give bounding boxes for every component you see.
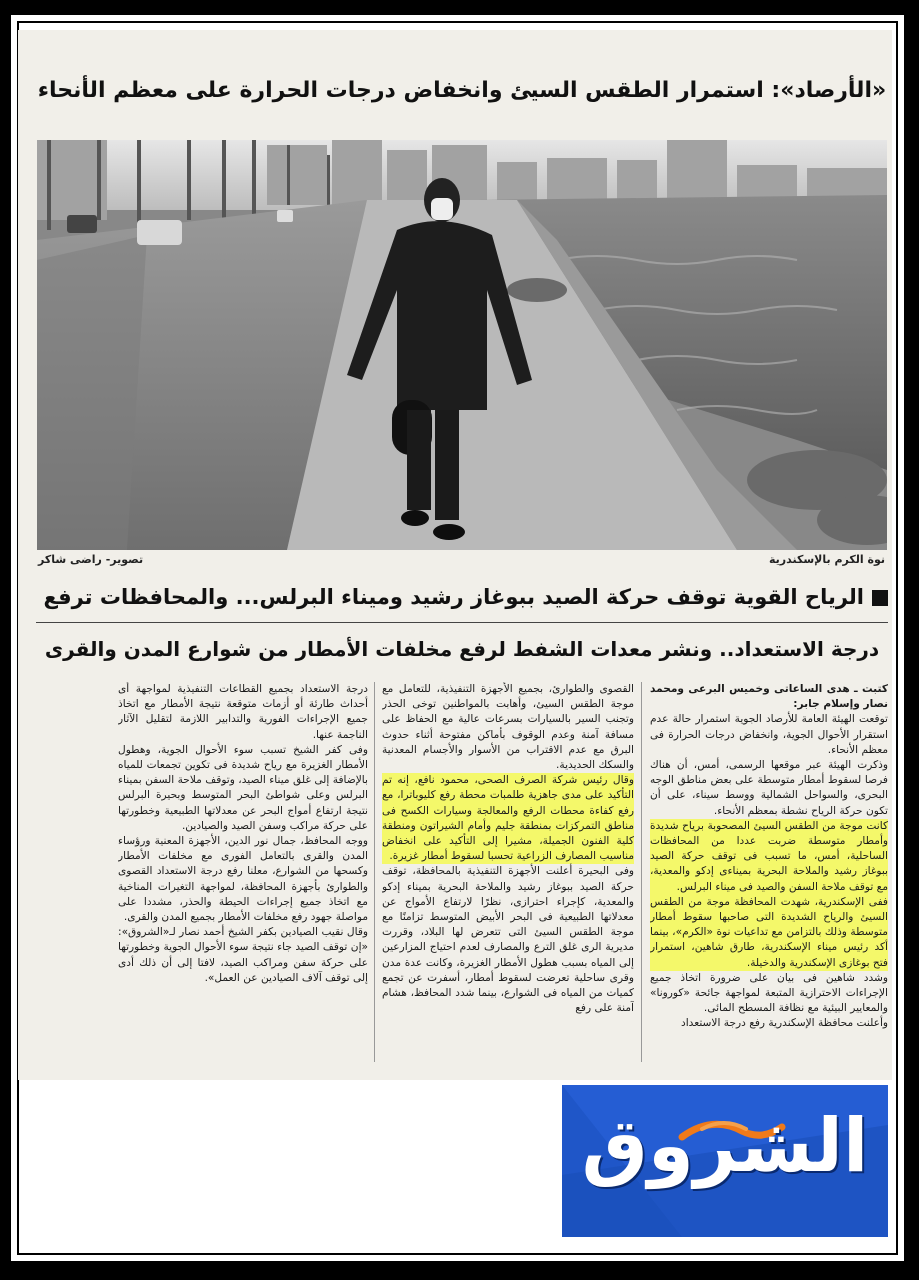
paragraph: وأعلنت محافظة الإسكندرية رفع درجة الاستعداد [681,1017,888,1030]
headline: «الأرصاد»: استمرار الطقس السيئ وانخفاض درجات الحرارة على معظم الأنحاء [37,78,887,103]
logo-wordmark: الشروق [581,1103,869,1189]
subheadline-1-text: الرياح القوية توقف حركة الصيد ببوغاز رشيد وميناء البرلس... والمحافظات ترفع [43,585,864,609]
paragraph: وفى البحيرة أعلنت الأجهزة التنفيذية بالمحافظة، توقف حركة الصيد ببوغاز رشيد والملاحة البحرية بميناء إدكو والمعدية، كإجراء احترازى، نظرًا لارتفاع الأمواج عن معدلاتها الطبيعية فى البحر الأبيض المتوسط تزامنًا مع موجة الطقس السيئ التى تتعرض لها البلاد، وقررت مديرية الرى غلق الترع والمصارف لعدم احتياج المزارعين إلى المياه بسبب هطول الأمطار الغزيرة، وكانت عدة مدن وقرى ساحلية تعرضت لسقوط أمطار، أسفرت عن تجمع كميات من المياه فى الشوارع، بينما شدد المحافظ، هشام آمنة على رفع [382,865,634,1015]
highlighted-paragraph: وقال رئيس شركة الصرف الصحى، محمود نافع، إنه تم التأكيد على مدى جاهزية طلمبات محطة رفع كليوباترا، مع رفع كفاءة محطات الرفع والمعالجة وسيارات الكسح فى مناطق التمركزات بمنطقة جليم وأمام الشيراتون ومنطقة كلية الفنون الجميلة، مشيرا إلى التأكيد على انخفاض مناسيب المصارف الزراعية تحسبا لسقوط أمطار غزيرة. [382,773,634,864]
seafront-photo-illustration [37,140,887,550]
paragraph: وشدد شاهين فى بيان على ضرورة اتخاذ جميع الإجراءات الاحترازية المتبعة لمواجهة جائحة «كورونا» والمعايير البيئية مع نظافة المسطح المائى. [650,971,888,1015]
paragraph: وفى كفر الشيخ تسبب سوء الأحوال الجوية، وهطول الأمطار الغزيرة مع رياح شديدة فى تكوين تجمعات للمياه بالإضافة إلى غلق ميناء الصيد، وتوقف ملاحة السفن بميناء البرلس وعلى شواطئ البحر المتوسط وبحيرة البرلس نتيجة ارتفاع أمواج البحر عن معدلاتها الطبيعية وخطورتها على حركة مراكب وسفن الصيد والصيادين. [118,743,368,832]
paragraph: وذكرت الهيئة عبر موقعها الرسمى، أمس، أن هناك فرصا لسقوط أمطار متوسطة على بعض مناطق الوجه البحرى، والسواحل الشمالية ووسط سيناء، على أن تكون حركة الرياح نشطة بمعظم الأنحاء. [650,759,888,817]
article-column-1 [650,682,888,1077]
bullet-square-icon [872,590,888,606]
paragraph: القصوى والطوارئ، بجميع الأجهزة التنفيذية، للتعامل مع موجة الطقس السيئ، وأهابت بالمواطنين توخى الحذر وتجنب السير بالسيارات بسرعات عالية مع الحفاظ على مسافة آمنة وعدم الوقوف بأماكن مفتوحة أثناء حدوث البرق مع عدم الاقتراب من الأسوار والأجسام المعدنية والسكك الحديدية. [382,683,634,772]
photo-caption-location: نوة الكرم بالإسكندرية [768,553,885,566]
subheadline-2: درجة الاستعداد.. ونشر معدات الشفط لرفع مخلفات الأمطار من شوارع المدن والقرى [44,637,880,661]
photo-caption-credit: تصوير- راضى شاكر [38,553,144,566]
paragraph: وقال نقيب الصيادين بكفر الشيخ أحمد نصار لـ«الشروق»: «إن توقف الصيد جاء نتيجة سوء الأحوال الجوية وخطورتها على حركة سفن ومراكب الصيد، لافتا إلى أن ذلك أدى إلى توقف آلاف الصيادين عن العمل». [118,926,368,984]
article-column-3 [118,682,368,1077]
paragraph: درجة الاستعداد بجميع القطاعات التنفيذية لمواجهة أى أحداث طارئة أو أزمات متوقعة نتيجة الأمطار مع اتخاذ جميع الإجراءات الفورية والتدابير اللازمة لتقليل الآثار الناجمة عنها. [118,683,368,741]
column-divider [374,682,375,1062]
article-body [36,682,888,1077]
byline: كتبت ـ هدى الساعاتى وخميس البرعى ومحمد نصار وإسلام جابر: [650,683,888,711]
highlighted-paragraph: ففى الإسكندرية، شهدت المحافظة موجة من الطقس السيئ والرياح الشديدة التى صاحبها سقوط أمطار متوسطة وذلك بالتزامن مع تداعيات نوة «الكرم»، بينما أكد رئيس ميناء الإسكندرية، طارق شاهين، استمرار فتح بوغازى الإسكندرية والدخيلة. [650,895,888,971]
shorouk-logo [562,1085,888,1237]
subheadline-1 [36,572,888,623]
paragraph: توقعت الهيئة العامة للأرصاد الجوية استمرار حالة عدم استقرار الأحوال الجوية، وانخفاض درجات الحرارة فى معظم الأنحاء. [650,713,888,756]
news-photo [37,140,887,550]
highlighted-paragraph: كانت موجة من الطقس السيئ المصحوبة برياح شديدة وأمطار متوسطة ضربت عددا من المحافظات الساحلية، أمس، ما تسبب فى توقف حركة الصيد ببوغاز رشيد والملاحة البحرية بميناءى إدكو والمعدية، مع توقف ملاحة السفن والصيد فى ميناء البرلس. [650,819,888,895]
paragraph: ووجه المحافظ، جمال نور الدين، الأجهزة المعنية ورؤساء المدن والقرى بالتعامل الفورى مع مخلفات الأمطار وكسحها من الشوارع، معلنا رفع درجة الاستعداد القصوى والطوارئ بأجهزة المحافظة، لمواجهة التغيرات المناخية مع اتخاذ جميع إجراءات الحيطة والحذر، مشددا على مواصلة جهود رفع مخلفات الأمطار بجميع المدن والقرى. [118,835,368,924]
article-column-2 [382,682,634,1077]
column-divider [641,682,642,1062]
